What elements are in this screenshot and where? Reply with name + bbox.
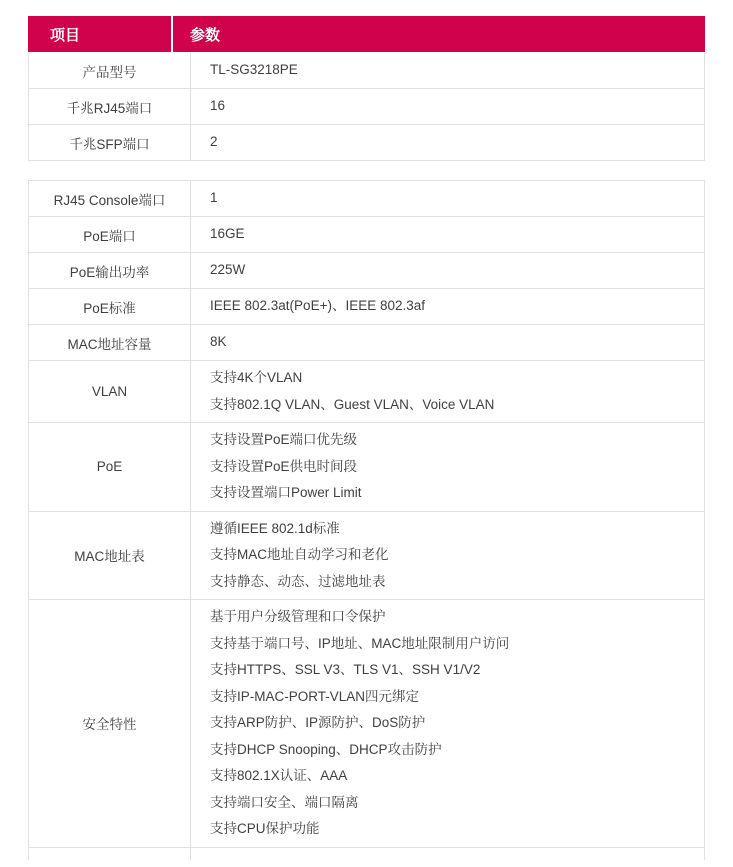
table-row	[29, 325, 704, 361]
value-line: 2	[210, 134, 218, 150]
header-param-label: 参数	[190, 26, 221, 44]
value-line: 支持设置端口Power Limit	[210, 485, 362, 500]
value-line: 225W	[210, 262, 246, 278]
value-line: 支持802.1X认证、AAA	[210, 768, 348, 783]
row-label: MAC地址表	[29, 512, 191, 600]
row-values	[191, 848, 704, 860]
value-line: 支持MAC地址自动学习和老化	[210, 547, 389, 562]
row-values	[191, 253, 704, 288]
row-label: RJ45 Console端口	[29, 181, 191, 216]
row-values	[191, 512, 704, 600]
row-label: PoE标准	[29, 289, 191, 324]
row-label: PoE	[29, 423, 191, 511]
row-values	[191, 423, 704, 511]
table-gap	[28, 161, 705, 180]
spec-table-header	[28, 16, 705, 52]
spec-table-top	[28, 53, 705, 161]
row-label: MAC地址容量	[29, 325, 191, 360]
table-row	[29, 423, 704, 512]
value-line: 支持CPU保护功能	[210, 821, 320, 836]
value-line: IEEE 802.3at(PoE+)、IEEE 802.3af	[210, 298, 426, 314]
value-line: 16	[210, 98, 226, 114]
spec-table-main	[28, 180, 705, 860]
row-values	[191, 125, 704, 160]
table-row	[29, 848, 704, 860]
value-line: 支持设置PoE供电时间段	[210, 458, 358, 474]
value-line: TL-SG3218PE	[210, 62, 298, 78]
table-row	[29, 89, 704, 125]
value-line: 支持IP-MAC-PORT-VLAN四元绑定	[210, 688, 420, 704]
row-label: PoE端口	[29, 217, 191, 252]
value-line: 16GE	[210, 226, 245, 242]
value-line: 支持设置PoE端口优先级	[210, 432, 358, 447]
value-line: 支持HTTPS、SSL V3、TLS V1、SSH V1/V2	[210, 662, 481, 677]
value-line: 支持ARP防护、IP源防护、DoS防护	[210, 715, 426, 730]
row-values	[191, 181, 704, 216]
table-row	[29, 361, 704, 423]
row-label: PoE输出功率	[29, 253, 191, 288]
value-line: 支持DHCP Snooping、DHCP攻击防护	[210, 741, 442, 757]
row-label: 产品型号	[29, 53, 191, 88]
row-label: 千兆SFP端口	[29, 125, 191, 160]
table-row	[29, 289, 704, 325]
table-row	[29, 53, 704, 89]
header-item-label: 项目	[50, 26, 81, 44]
row-label	[29, 848, 191, 860]
row-values	[191, 89, 704, 124]
value-line: 支持端口安全、端口隔离	[210, 794, 359, 810]
table-row	[29, 217, 704, 253]
row-values	[191, 600, 704, 847]
row-values	[191, 289, 704, 324]
table-row	[29, 125, 704, 161]
header-item-cell	[28, 16, 171, 52]
value-line: 遵循IEEE 802.1d标准	[210, 520, 340, 536]
row-label: 千兆RJ45端口	[29, 89, 191, 124]
row-values	[191, 325, 704, 360]
table-row	[29, 253, 704, 289]
header-param-cell	[173, 16, 705, 52]
table-row	[29, 181, 704, 217]
table-row	[29, 512, 704, 601]
value-line: 支持802.1Q VLAN、Guest VLAN、Voice VLAN	[210, 396, 495, 412]
value-line: 支持基于端口号、IP地址、MAC地址限制用户访问	[210, 635, 510, 651]
row-label: 安全特性	[29, 600, 191, 847]
row-values	[191, 361, 704, 422]
row-values	[191, 217, 704, 252]
row-label: VLAN	[29, 361, 191, 422]
row-values	[191, 53, 704, 88]
value-line: 基于用户分级管理和口令保护	[210, 609, 386, 624]
table-row	[29, 600, 704, 848]
value-line: 8K	[210, 334, 227, 350]
value-line: 1	[210, 190, 218, 206]
value-line: 支持4K个VLAN	[210, 370, 303, 385]
value-line: 支持静态、动态、过滤地址表	[210, 573, 386, 589]
